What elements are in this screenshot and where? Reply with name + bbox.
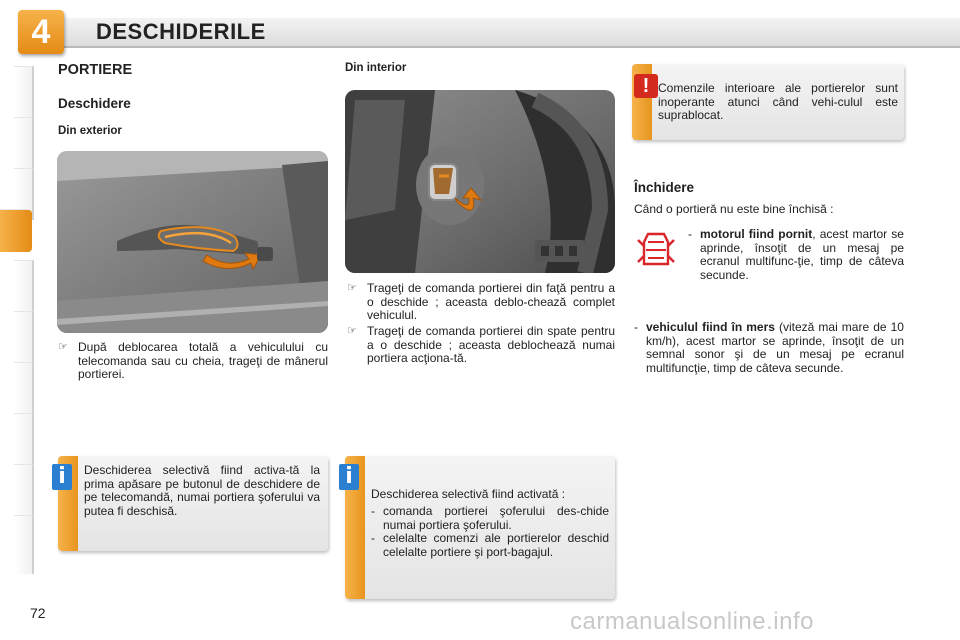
open-door-warning-icon <box>636 230 676 270</box>
chapter-badge: 4 <box>18 10 64 54</box>
chapter-tab[interactable] <box>14 464 34 516</box>
pointing-hand-icon: ☞ <box>58 341 68 353</box>
section-title: PORTIERE <box>58 62 133 78</box>
engine-running-item: - motorul fiind pornit, acest martor se aprinde, însoţit de un mesaj pe ecranul multifunc-ţie, timp de câteva secunde. <box>688 227 904 282</box>
info-list-item: - celelalte comenzi ale portierelor deschid celelalte portiere şi port-bagajul. <box>371 531 609 559</box>
info-list-item: - comanda portierei şoferului des-chide numai portiera şoferului. <box>371 504 609 532</box>
chapter-tab[interactable] <box>14 413 34 465</box>
interior-instruction-1 <box>347 282 615 323</box>
exterior-title: Din exterior <box>58 125 122 137</box>
info-title: Deschiderea selectivă fiind activată : <box>371 487 566 501</box>
exterior-instruction <box>58 341 328 382</box>
exterior-door-handle-image <box>57 151 328 333</box>
chapter-tab[interactable] <box>14 311 34 363</box>
engine-running-text: , acest martor se aprinde, însoţit de un mesaj pe ecranul multifunc-ţie, timp de câteva secunde. <box>700 227 904 282</box>
interior-instruction-text: Trageţi de comanda portierei din faţă pentru a o deschide ; aceasta deblo-chează complet vehiculul. <box>367 281 615 322</box>
interior-instruction-text: Trageţi de comanda portierei din spate pentru a o deschide ; aceasta deblochează numai portiera acţiona-tă. <box>367 324 615 365</box>
subsection-title: Deschidere <box>58 96 131 111</box>
page-number: 72 <box>30 605 46 621</box>
interior-title: Din interior <box>345 62 407 74</box>
chapter-tabs <box>0 66 34 576</box>
warning-text: Comenzile interioare ale portierelor sunt inoperante atunci când vehi-culul este suprablocat. <box>658 81 898 122</box>
chapter-tab[interactable] <box>14 362 34 414</box>
chapter-tab[interactable] <box>14 515 34 574</box>
exterior-instruction-text: După deblocarea totală a vehiculului cu telecomanda sau cu cheia, trageţi de mânerul portierei. <box>78 340 328 381</box>
vehicle-moving-item: - vehiculul fiind în mers (viteză mai mare de 10 km/h), acest martor se aprinde, însoţit de un semnal sonor şi de un mesaj pe ecranul multifuncţie, timp de câteva secunde. <box>634 320 904 375</box>
info-icon: i <box>339 464 359 490</box>
info-list-item-text: celelalte comenzi ale portierelor deschid celelalte portiere şi port-bagajul. <box>383 531 609 559</box>
chapter-tab[interactable] <box>14 66 34 118</box>
info-text: Deschiderea selectivă fiind activa-tă la prima apăsare pe butonul de deschidere de pe telecomandă, numai portiera şoferului va putea fi deschisă. <box>84 463 320 518</box>
vehicle-moving-bold: vehiculul fiind în mers <box>646 320 775 334</box>
interior-door-handle-image <box>345 90 615 273</box>
chapter-tab-active[interactable] <box>0 209 32 252</box>
interior-instruction-2 <box>347 325 615 366</box>
page-title: DESCHIDERILE <box>96 19 266 44</box>
warning-box <box>632 64 904 140</box>
vehicle-moving-text: (viteză mai mare de 10 km/h), acest martor se aprinde, însoţit de un semnal sonor şi de un mesaj pe ecranul multifuncţie, timp de câteva secunde. <box>646 320 904 375</box>
closing-intro: Când o portieră nu este bine închisă : <box>634 202 834 216</box>
chapter-tab[interactable] <box>14 260 34 312</box>
watermark: carmanualsonline.info <box>570 608 814 635</box>
chapter-tab[interactable] <box>14 117 34 169</box>
info-list-item-text: comanda portierei şoferului des-chide numai portiera şoferului. <box>383 504 609 532</box>
info-box <box>58 456 328 551</box>
closing-title: Închidere <box>634 180 695 195</box>
info-box <box>345 456 615 599</box>
engine-running-bold: motorul fiind pornit <box>700 227 813 241</box>
exclamation-icon: ! <box>634 74 658 98</box>
pointing-hand-icon: ☞ <box>347 325 357 337</box>
info-icon: i <box>52 464 72 490</box>
pointing-hand-icon: ☞ <box>347 282 357 294</box>
